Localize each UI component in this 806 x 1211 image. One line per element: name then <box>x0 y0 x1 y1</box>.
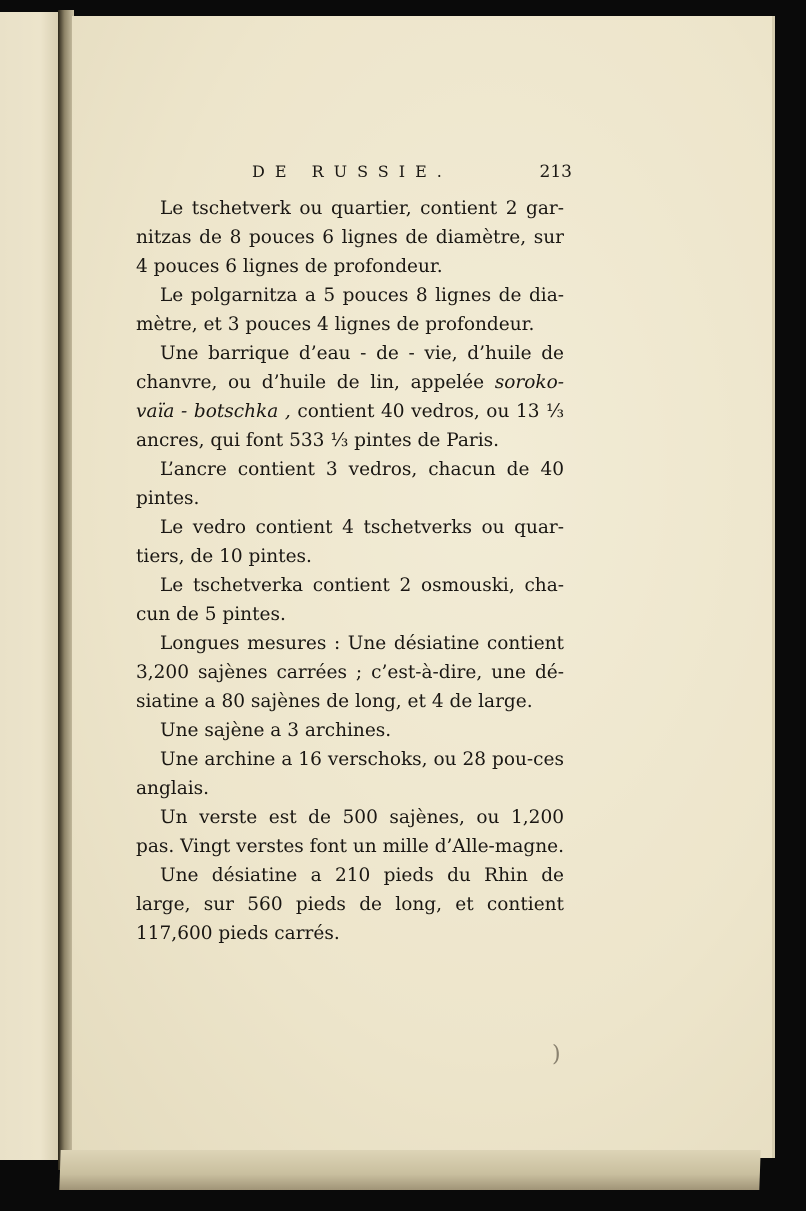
paragraph-archine: Une archine a 16 verschoks, ou 28 pou-ces anglais. <box>136 749 564 799</box>
pencil-mark-icon: ) <box>552 1042 561 1067</box>
left-page-edge <box>0 12 60 1160</box>
paragraph-barrique-italic-term: soroko-vaïa - botschka , <box>136 372 564 422</box>
paragraph-verste: Un verste est de 500 sajènes, ou 1,200 pas. Vingt verstes font un mille d’Alle-magne. <box>136 807 564 857</box>
body-text <box>136 194 564 948</box>
paragraph-ancre: L’ancre contient 3 vedros, chacun de 40 pintes. <box>136 459 564 509</box>
paragraph-sajene: Une sajène a 3 archines. <box>160 720 392 741</box>
page-number: 213 <box>539 162 572 182</box>
page-bottom-edge <box>59 1150 760 1190</box>
paragraph-polgarnitza: Le polgarnitza a 5 pouces 8 lignes de dia-mètre, et 3 pouces 4 lignes de profondeur. <box>136 285 564 335</box>
paragraph-longues-mesures: Longues mesures : Une désiatine contient 3,200 sajènes carrées ; c’est-à-dire, une dé-siatine a 80 sajènes de long, et 4 de large. <box>136 633 564 712</box>
paragraph-tschetverka: Le tschetverka contient 2 osmouski, cha-cun de 5 pintes. <box>136 575 564 625</box>
paragraph-barrique-start: Une barrique d’eau - de - vie, d’huile de chanvre, ou d’huile de lin, appelée <box>136 343 564 393</box>
paragraph-desiatine: Une désiatine a 210 pieds du Rhin de large, sur 560 pieds de long, et contient 117,600 pieds carrés. <box>136 865 564 944</box>
running-title: DE RUSSIE. <box>252 162 452 181</box>
page-header <box>252 162 572 188</box>
paragraph-barrique <box>136 339 564 455</box>
paragraph-vedro: Le vedro contient 4 tschetverks ou quar-tiers, de 10 pintes. <box>136 517 564 567</box>
paragraph-tschetverk: Le tschetverk ou quartier, contient 2 gar-nitzas de 8 pouces 6 lignes de diamètre, sur 4 pouces 6 lignes de profondeur. <box>136 198 564 277</box>
paragraph-barrique-end: contient 40 vedros, ou 13 ⅓ ancres, qui font 533 ⅓ pintes de Paris. <box>136 401 564 451</box>
